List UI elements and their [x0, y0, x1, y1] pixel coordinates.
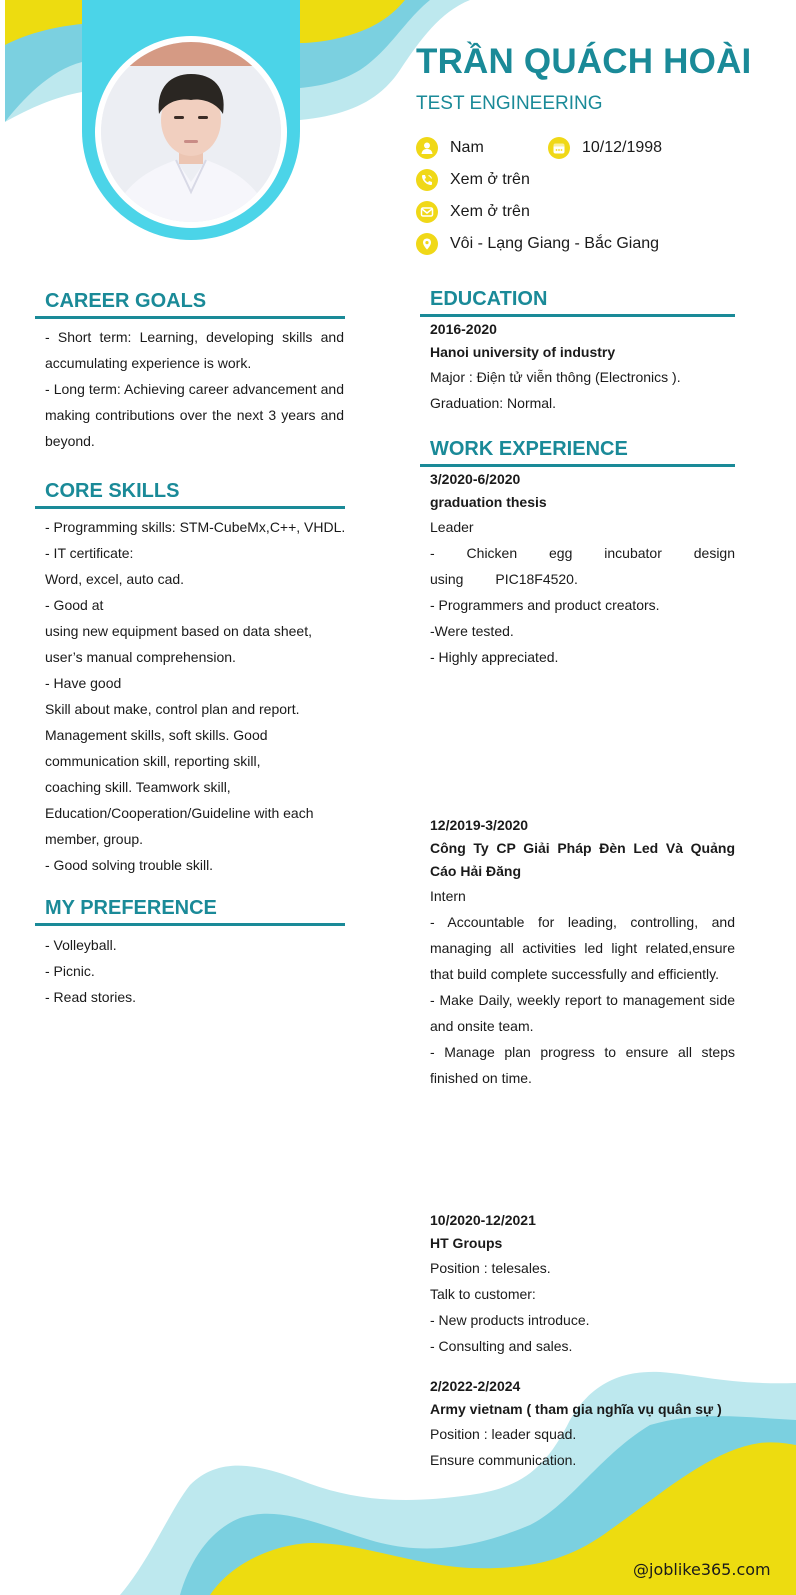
job-line: Leader	[430, 519, 474, 535]
job-entry	[430, 1375, 750, 1473]
job-period: 12/2019-3/2020	[430, 817, 529, 833]
job-entry	[430, 814, 735, 1091]
job-line: -Were tested.	[430, 623, 514, 639]
skill-line: Skill about make, control plan and report.	[45, 701, 300, 717]
job-period: 2/2022-2/2024	[430, 1378, 521, 1394]
skill-line: member, group.	[45, 831, 144, 847]
preference-text	[45, 932, 344, 1010]
job-company: Army vietnam ( tham gia nghĩa vụ quân sự )	[430, 1401, 722, 1417]
section-title-education: EDUCATION	[430, 288, 548, 310]
job-company: Công Ty CP Giải Pháp Đèn Led Và Quảng Cáo Hải Đăng	[430, 840, 735, 879]
section-divider	[35, 316, 345, 319]
avatar	[101, 42, 281, 222]
preference-item: - Read stories.	[45, 989, 137, 1005]
phone-icon	[416, 169, 438, 191]
education-line: Graduation: Normal.	[430, 395, 557, 411]
section-title-preference: MY PREFERENCE	[45, 897, 217, 919]
job-line: - Chicken egg incubator design using PIC18F4520.	[430, 545, 736, 587]
skill-line: - IT certificate:	[45, 545, 134, 561]
job-period: 3/2020-6/2020	[430, 471, 521, 487]
skill-line: - Good at	[45, 597, 104, 613]
job-line: Position : telesales.	[430, 1260, 551, 1276]
section-divider	[35, 923, 345, 926]
section-divider	[420, 314, 735, 317]
job-line: Ensure communication.	[430, 1452, 577, 1468]
job-line: - Accountable for leading, controlling, and managing all activities led light related,ensure that build complete successfully and efficiently.	[430, 914, 735, 982]
job-entry	[430, 468, 735, 670]
address-text: Vôi - Lạng Giang - Bắc Giang	[450, 235, 660, 252]
job-line: - Consulting and sales.	[430, 1338, 573, 1354]
info-birthday	[548, 136, 662, 160]
job-company: HT Groups	[430, 1235, 503, 1251]
job-line: - Make Daily, weekly report to management side and onsite team.	[430, 992, 735, 1034]
skill-line: - Good solving trouble skill.	[45, 857, 214, 873]
candidate-name: TRẦN QUÁCH HOÀI	[416, 42, 752, 81]
skill-line: using new equipment based on data sheet,	[45, 623, 312, 639]
candidate-role: TEST ENGINEERING	[416, 93, 603, 114]
core-skills-text	[45, 514, 350, 878]
skill-line: communication skill, reporting skill,	[45, 753, 261, 769]
section-divider	[420, 464, 735, 467]
info-address	[416, 232, 659, 256]
education-period: 2016-2020	[430, 321, 497, 337]
preference-item: - Volleyball.	[45, 937, 117, 953]
job-line: - New products introduce.	[430, 1312, 590, 1328]
calendar-icon	[548, 137, 570, 159]
location-icon	[416, 233, 438, 255]
phone-text: Xem ở trên	[450, 171, 530, 188]
job-line: Intern	[430, 888, 466, 904]
mail-icon	[416, 201, 438, 223]
section-title-core-skills: CORE SKILLS	[45, 480, 180, 502]
job-company: graduation thesis	[430, 494, 547, 510]
portrait-photo	[101, 42, 281, 222]
section-divider	[35, 506, 345, 509]
skill-line: Management skills, soft skills. Good	[45, 727, 268, 743]
career-goals-text	[45, 324, 344, 454]
career-goal-item: - Long term: Achieving career advancement and making contributions over the next 3 years and beyond.	[45, 381, 344, 449]
gender-text: Nam	[450, 139, 484, 156]
job-line: - Manage plan progress to ensure all steps finished on time.	[430, 1044, 735, 1086]
info-email	[416, 200, 530, 224]
job-line: Talk to customer:	[430, 1286, 536, 1302]
career-goal-item: - Short term: Learning, developing skills and accumulating experience is work.	[45, 329, 344, 371]
skill-line: Education/Cooperation/Guideline with each	[45, 805, 314, 821]
job-line: Position : leader squad.	[430, 1426, 577, 1442]
email-text: Xem ở trên	[450, 203, 530, 220]
job-entry	[430, 1209, 735, 1359]
education-block	[430, 318, 735, 416]
birthday-text: 10/12/1998	[582, 139, 663, 156]
education-line: Major : Điện tử viễn thông (Electronics ).	[430, 369, 681, 385]
skill-line: coaching skill. Teamwork skill,	[45, 779, 231, 795]
skill-line: - Have good	[45, 675, 122, 691]
job-line: - Highly appreciated.	[430, 649, 559, 665]
skill-line: user’s manual comprehension.	[45, 649, 236, 665]
info-gender	[416, 136, 484, 160]
footer-brand: @joblike365.com	[633, 1560, 771, 1579]
user-icon	[416, 137, 438, 159]
skill-line: Word, excel, auto cad.	[45, 571, 185, 587]
education-school: Hanoi university of industry	[430, 344, 616, 360]
job-line: - Programmers and product creators.	[430, 597, 660, 613]
section-title-career-goals: CAREER GOALS	[45, 290, 207, 312]
info-phone	[416, 168, 530, 192]
job-period: 10/2020-12/2021	[430, 1212, 536, 1228]
section-title-work-experience: WORK EXPERIENCE	[430, 438, 628, 460]
skill-line: - Programming skills: STM-CubeMx,C++, VHDL.	[45, 519, 346, 535]
preference-item: - Picnic.	[45, 963, 95, 979]
